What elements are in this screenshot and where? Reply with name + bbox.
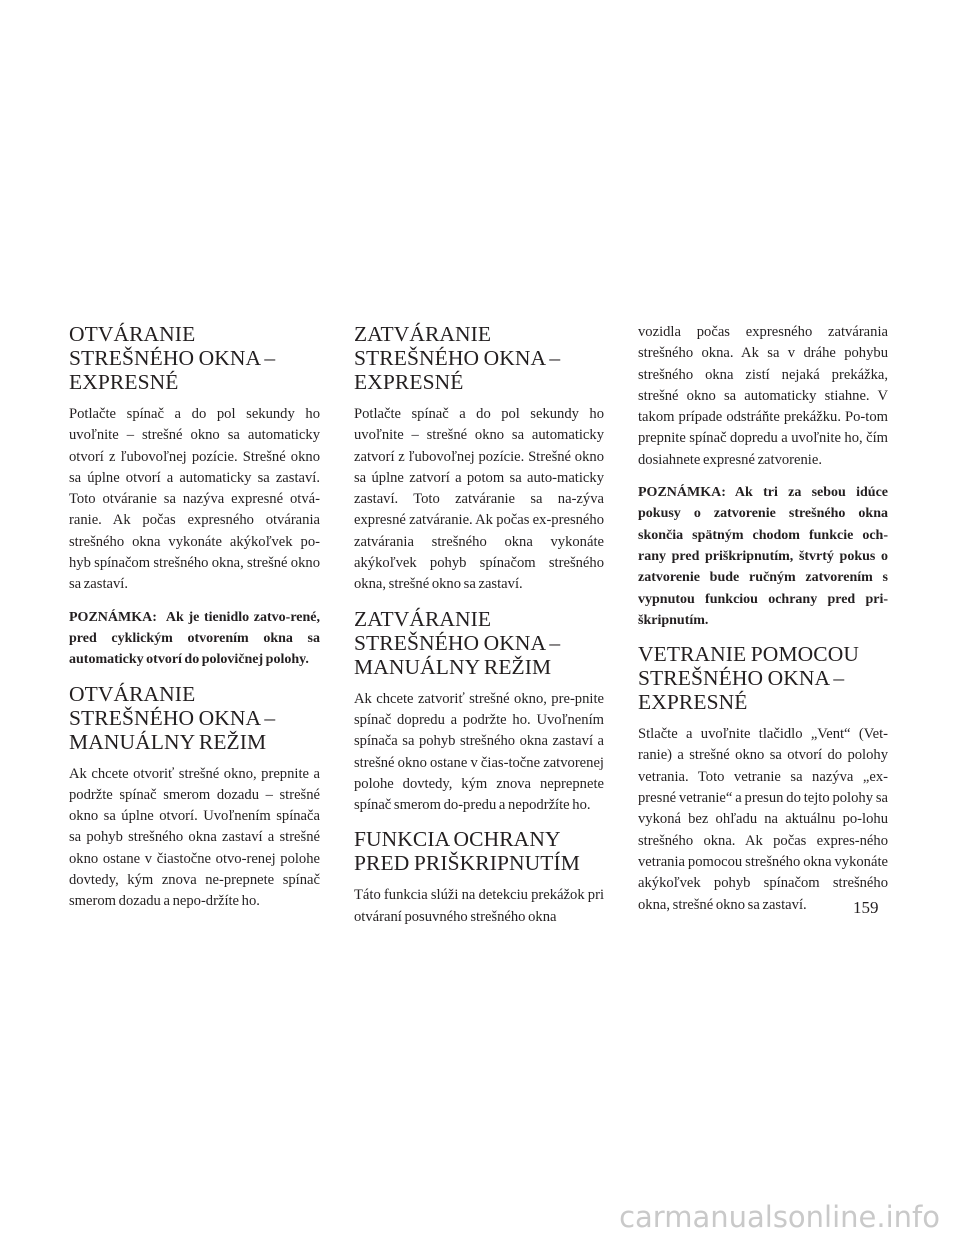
body-paragraph: vozidla počas expresného zatvárania strešného okna. Ak sa v dráhe pohybu strešného okna zistí nejaká prekážka, strešné okno sa automaticky stiahne. V takom prípade odstráňte prekážku. Po-tom prepnite spínač dopredu a uvoľnite ho, čím dosiahnete expresné zatvorenie. bbox=[638, 324, 888, 468]
note-paragraph bbox=[69, 607, 320, 671]
section-heading: FUNKCIA OCHRANY PRED PRIŠKRIPNUTÍM bbox=[354, 827, 580, 876]
watermark: carmanualsonline.info bbox=[619, 1200, 940, 1234]
section-heading: ZATVÁRANIE STREŠNÉHO OKNA – MANUÁLNY REŽIM bbox=[354, 606, 561, 679]
body-paragraph: Stlačte a uvoľnite tlačidlo „Vent“ (Vet-ranie) a strešné okno sa otvorí do polohy vetrania. Toto vetranie sa nazýva „ex-presné vetranie“ a presun do tejto polohy sa vykoná bez ohľadu na aktuálnu po-lohu strešného okna. Ak počas expres-ného vetrania pomocou strešného okna vykonáte akýkoľvek pohyb spínačom strešného okna, strešné okno sa zastaví. bbox=[638, 726, 888, 913]
body-paragraph: Ak chcete otvoriť strešné okno, prepnite a podržte spínač smerom dozadu – strešné okno sa úplne otvorí. Uvoľnením spínača sa pohyb strešného okna zastaví a strešné okno ostane v čiastočne otvo-renej polohe dovtedy, kým znova ne-prepnete spínač smerom dozadu a nepo-držíte ho. bbox=[69, 765, 320, 910]
section-heading: OTVÁRANIE STREŠNÉHO OKNA – MANUÁLNY REŽIM bbox=[69, 681, 276, 754]
note-label: POZNÁMKA: bbox=[638, 485, 726, 501]
note-label: POZNÁMKA: bbox=[69, 609, 157, 625]
column-2 bbox=[354, 322, 604, 939]
note-paragraph bbox=[638, 482, 888, 631]
column-3 bbox=[638, 322, 888, 927]
note-text: Ak tri za sebou idúce pokusy o zatvorenie strešného okna skončia spätným chodom funkcie och-rany pred priškripnutím, štvrtý pokus o zatvorenie bude ručným zatvorením s vypnutou funkciou ochrany pred pri-škripnutím. bbox=[638, 485, 888, 628]
section-heading: OTVÁRANIE STREŠNÉHO OKNA – EXPRESNÉ bbox=[69, 322, 276, 394]
column-1 bbox=[69, 322, 320, 924]
body-paragraph: Táto funkcia slúži na detekciu prekážok pri otváraní posuvného strešného okna bbox=[354, 887, 604, 925]
section-heading: ZATVÁRANIE STREŠNÉHO OKNA – EXPRESNÉ bbox=[354, 322, 561, 394]
note-text: Ak je tienidlo zatvo-rené, pred cyklickým otvorením okna sa automaticky otvorí do polovičnej polohy. bbox=[69, 609, 320, 668]
body-paragraph: Ak chcete zatvoriť strešné okno, pre-pnite spínač dopredu a podržte ho. Uvoľnením spínača sa pohyb strešného okna zastaví a strešné okno ostane v čias-točne zatvorenej polohe dovtedy, kým znova neprepnete spínač smerom do-predu a nepodržíte ho. bbox=[354, 690, 604, 814]
body-paragraph: Potlačte spínač a do pol sekundy ho uvoľnite – strešné okno sa automaticky zatvorí z ľubovoľnej pozície. Strešné okno sa úplne zatvorí a potom sa auto-maticky zastaví. Toto zatváranie sa na-zýva expresné zatváranie. Ak počas ex-presného zatvárania strešného okna vykonáte akýkoľvek pohyb spínačom strešného okna, strešné okno sa zastaví. bbox=[354, 406, 604, 593]
page-number: 159 bbox=[853, 898, 879, 917]
section-heading: VETRANIE POMOCOU STREŠNÉHO OKNA – EXPRESNÉ bbox=[638, 642, 859, 715]
body-paragraph: Potlačte spínač a do pol sekundy ho uvoľnite – strešné okno sa automaticky otvorí z ľubovoľnej pozície. Strešné okno sa úplne otvorí a automaticky sa zastaví. Toto otváranie sa nazýva expresné otvá-ranie. Ak počas expresného otvárania strešného okna vykonáte akýkoľvek po-hyb spínačom strešného okna, strešné okno sa zastaví. bbox=[69, 406, 320, 593]
